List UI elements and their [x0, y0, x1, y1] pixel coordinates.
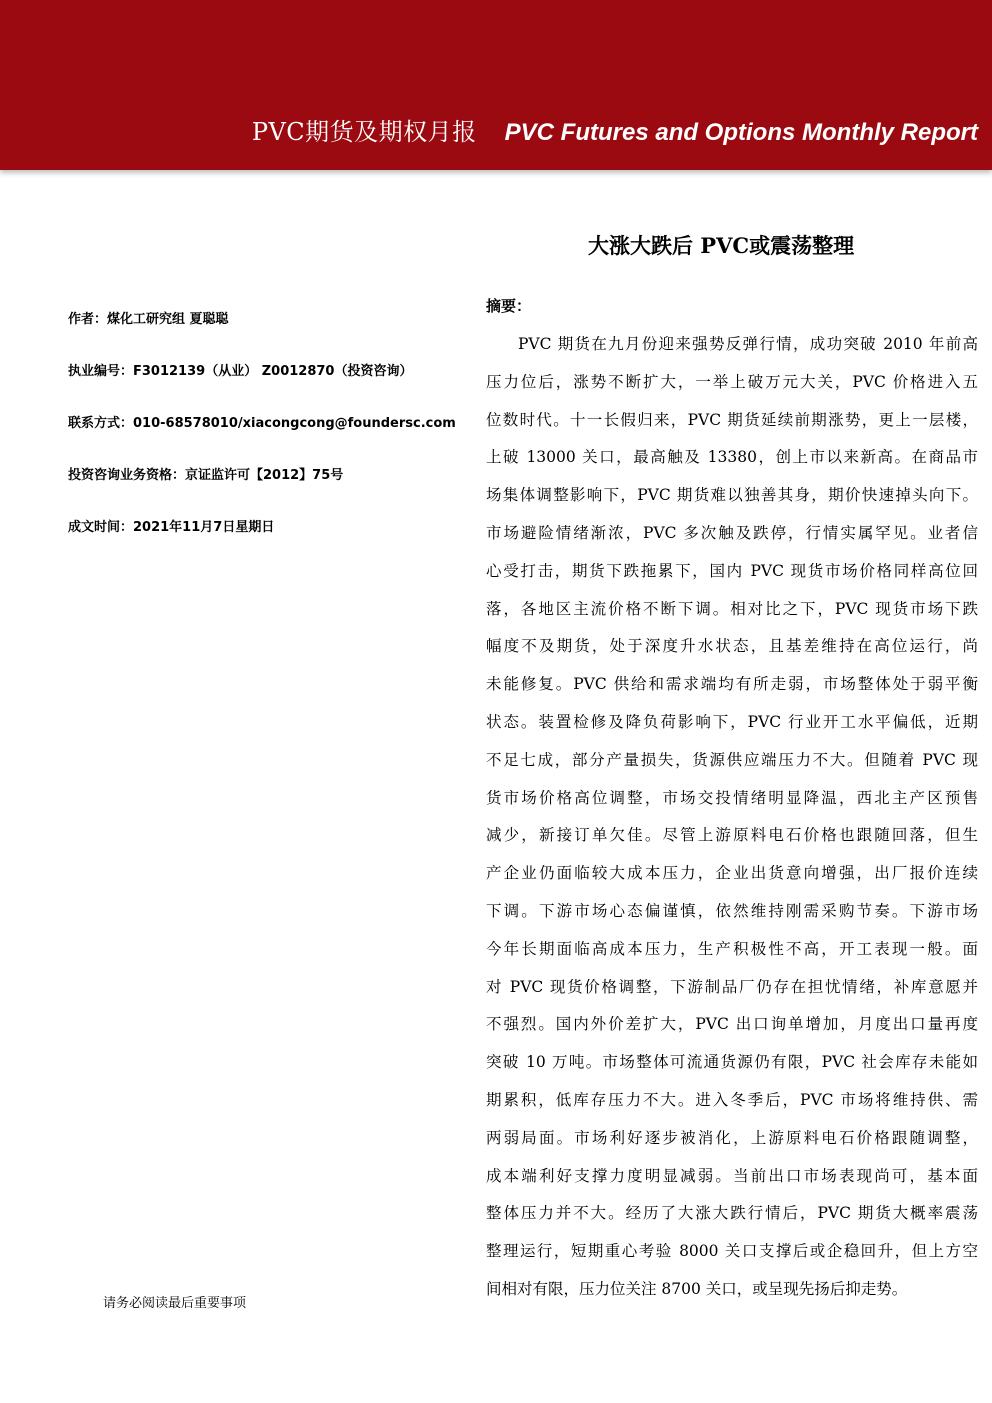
abstract-line: 幅度不及期货，处于深度升水状态，且基差维持在高位运行，尚 [486, 637, 978, 656]
abstract-line: 压力位后，涨势不断扩大，一举上破万元大关，PVC 价格进入五 [486, 372, 978, 391]
abstract-line: 落，各地区主流价格不断下调。相对比之下，PVC 现货市场下跌 [486, 599, 978, 618]
abstract-line: 突破 10 万吨。市场整体可流通货源仍有限，PVC 社会库存未能如 [486, 1053, 978, 1072]
title-english: PVC Futures and Options Monthly Report [504, 119, 978, 146]
abstract-line: 市场避险情绪渐浓，PVC 多次触及跌停，行情实属罕见。业者信 [486, 523, 978, 542]
qualification-line: 投资咨询业务资格：京证监许可【2012】75号 [68, 468, 344, 483]
abstract-line: 今年长期面临高成本压力，生产积极性不高，开工表现一般。面 [486, 939, 978, 958]
abstract-line: PVC 期货在九月份迎来强势反弹行情，成功突破 2010 年前高 [518, 335, 978, 353]
abstract-line: 整理运行，短期重心考验 8000 关口支撑后或企稳回升，但上方空 [486, 1242, 978, 1261]
abstract-line: 状态。装置检修及降负荷影响下，PVC 行业开工水平偏低，近期 [486, 712, 978, 731]
report-title: 大涨大跌后 PVC或震荡整理 [588, 233, 855, 258]
abstract-line: 下调。下游市场心态偏谨慎，依然维持刚需采购节奏。下游市场 [486, 901, 978, 920]
abstract-line: 对 PVC 现货价格调整，下游制品厂仍存在担忧情绪，补库意愿并 [486, 977, 978, 996]
abstract-line: 减少，新接订单欠佳。尽管上游原料电石价格也跟随回落，但生 [486, 826, 978, 845]
abstract-line: 位数时代。十一长假归来，PVC 期货延续前期涨势，更上一层楼， [486, 410, 978, 429]
author-info [68, 311, 458, 571]
abstract-line: 不足七成，部分产量损失，货源供应端压力不大。但随着 PVC 现 [486, 750, 978, 769]
disclaimer-note: 请务必阅读最后重要事项 [103, 1296, 247, 1311]
abstract-line: 货市场价格高位调整，市场交投情绪明显降温，西北主产区预售 [486, 788, 978, 807]
abstract-line: 整体压力并不大。经历了大涨大跌行情后，PVC 期货大概率震荡 [486, 1204, 978, 1223]
abstract-line: 心受打击，期货下跌拖累下，国内 PVC 现货市场价格同样高位回 [486, 561, 978, 580]
abstract-body [486, 326, 978, 1309]
contact-line: 联系方式：010-68578010/xiacongcong@foundersc.com [68, 416, 456, 431]
abstract-line: 上破 13000 关口，最高触及 13380，创上市以来新高。在商品市 [486, 448, 978, 467]
abstract-label: 摘要： [486, 297, 532, 315]
header-banner [0, 0, 992, 170]
report-series-title [252, 112, 978, 147]
abstract-line: 产企业仍面临较大成本压力，企业出货意向增强，出厂报价连续 [486, 864, 978, 883]
abstract-line: 两弱局面。市场利好逐步被消化，上游原料电石价格跟随调整， [486, 1128, 978, 1147]
abstract-line: 间相对有限，压力位关注 8700 关口，或呈现先扬后抑走势。 [486, 1279, 908, 1298]
title-chinese: PVC期货及期权月报 [251, 118, 477, 146]
abstract-line: 场集体调整影响下，PVC 期货难以独善其身，期价快速掉头向下。 [486, 486, 978, 505]
date-line: 成文时间：2021年11月7日星期日 [68, 520, 275, 535]
license-line: 执业编号：F3012139（从业） Z0012870（投资咨询） [68, 364, 413, 379]
abstract-line: 期累积，低库存压力不大。进入冬季后，PVC 市场将维持供、需 [486, 1090, 978, 1109]
abstract-line: 不强烈。国内外价差扩大，PVC 出口询单增加，月度出口量再度 [486, 1015, 978, 1034]
author-line: 作者：煤化工研究组 夏聪聪 [68, 312, 229, 327]
abstract-line: 成本端利好支撑力度明显减弱。当前出口市场表现尚可，基本面 [486, 1166, 978, 1185]
abstract-line: 未能修复。PVC 供给和需求端均有所走弱，市场整体处于弱平衡 [486, 675, 978, 694]
